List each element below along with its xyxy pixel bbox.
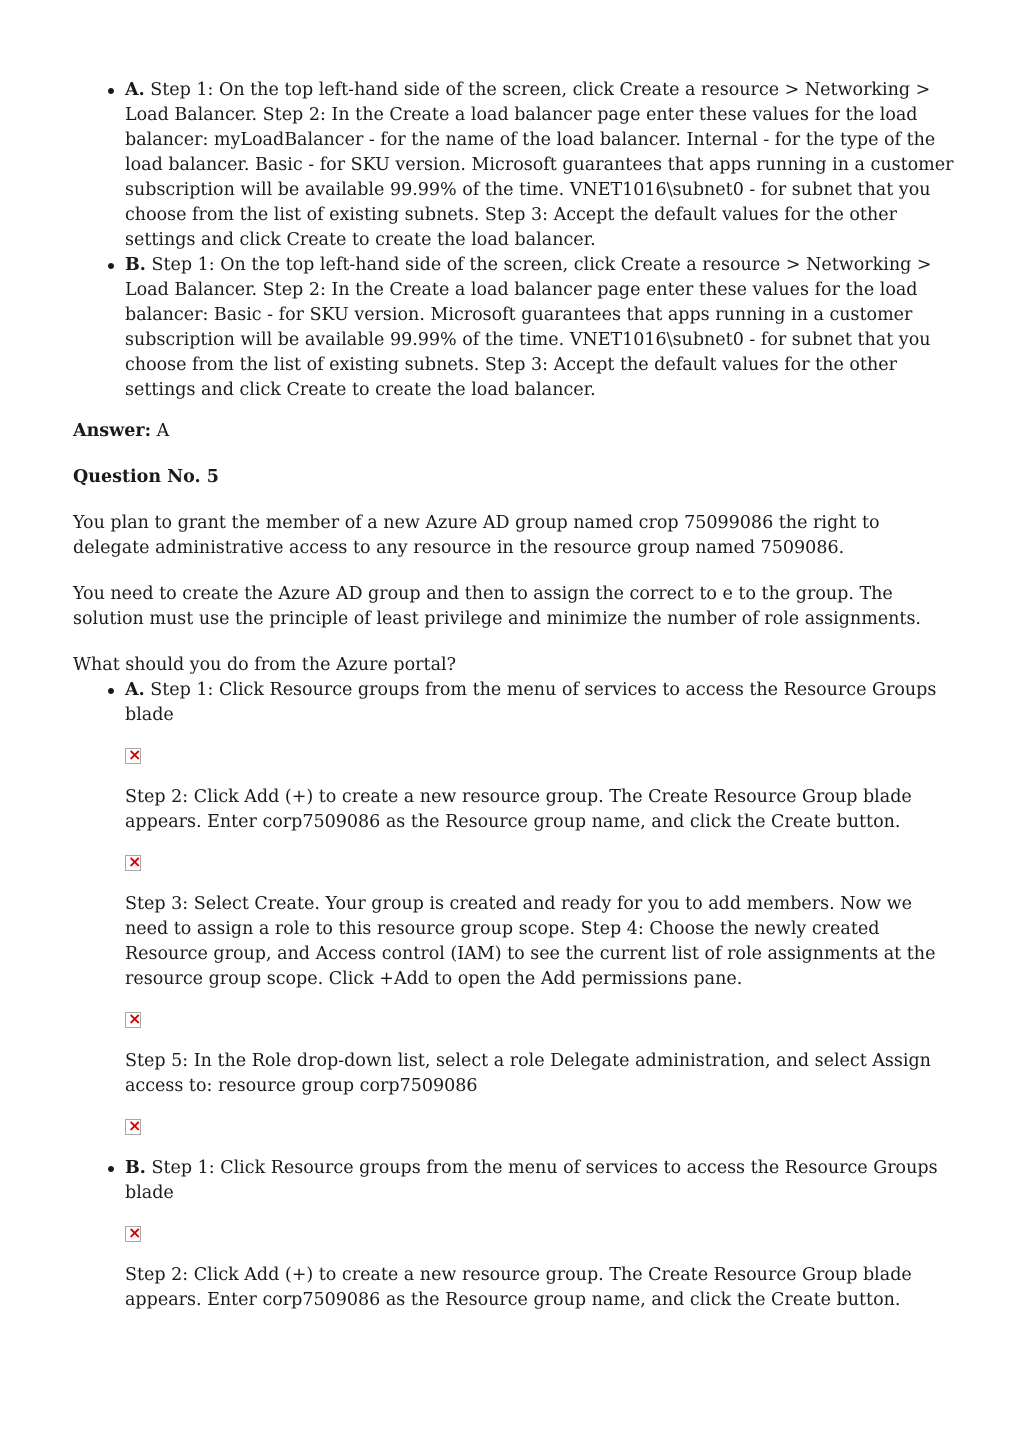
option-step-1: Step 1: Click Resource groups from the menu of services to access the Resource Groups blade bbox=[125, 1158, 938, 1203]
option-letter: A. bbox=[125, 80, 145, 100]
option-letter: B. bbox=[125, 1158, 146, 1178]
question-paragraph: You need to create the Azure AD group and then to assign the correct to e to the group. The solution must use the principle of least privilege and minimize the number of role assignments. bbox=[73, 584, 921, 629]
question-prompt: What should you do from the Azure portal? bbox=[73, 655, 456, 675]
prev-question-options bbox=[73, 78, 954, 403]
option-step-1: Step 1: Click Resource groups from the menu of services to access the Resource Groups blade bbox=[125, 680, 937, 725]
option-step-2: Step 2: Click Add (+) to create a new resource group. The Create Resource Group blade appears. Enter corp7509086 as the Resource group name, and click the Create button. bbox=[125, 1265, 912, 1310]
broken-image-icon bbox=[125, 1119, 141, 1135]
answer-line bbox=[73, 419, 954, 444]
option-a bbox=[125, 678, 954, 1135]
broken-image-icon bbox=[125, 855, 141, 871]
option-text: Step 1: On the top left-hand side of the screen, click Create a resource > Networking > Load Balancer. Step 2: In the Create a load balancer page enter these values for the load balancer: myLoadBalancer - for the name of the load balancer. Internal - for the type of the load balancer. Basic - for SKU version. Microsoft guarantees that apps running in a customer subscription will be available 99.99% of the time. VNET1016\subnet0 - for subnet that you choose from the list of existing subnets. Step 3: Accept the default values for the other settings and click Create to create the load balancer. bbox=[125, 80, 954, 250]
answer-label: Answer: bbox=[73, 421, 152, 441]
answer-value: A bbox=[151, 421, 170, 441]
option-step-3: Step 3: Select Create. Your group is created and ready for you to add members. Now we need to assign a role to this resource group scope. Step 4: Choose the newly created Resource group, and Access control (IAM) to see the current list of role assignments at the resource group scope. Click +Add to open the Add permissions pane. bbox=[125, 894, 936, 989]
option-letter: B. bbox=[125, 255, 146, 275]
broken-image-icon bbox=[125, 1012, 141, 1028]
option-step-5: Step 5: In the Role drop-down list, select a role Delegate administration, and select Assign access to: resource group corp7509086 bbox=[125, 1051, 931, 1096]
question-title: Question No. 5 bbox=[73, 467, 219, 487]
option-b bbox=[125, 1156, 954, 1313]
option-letter: A. bbox=[125, 680, 145, 700]
option-a bbox=[125, 78, 954, 253]
question-options bbox=[73, 678, 954, 1313]
question-paragraph: You plan to grant the member of a new Azure AD group named crop 75099086 the right to delegate administrative access to any resource in the resource group named 7509086. bbox=[73, 513, 880, 558]
option-text: Step 1: On the top left-hand side of the screen, click Create a resource > Networking > Load Balancer. Step 2: In the Create a load balancer page enter these values for the load balancer: Basic - for SKU version. Microsoft guarantees that apps running in a customer subscription will be available 99.99% of the time. VNET1016\subnet0 - for subnet that you choose from the list of existing subnets. Step 3: Accept the default values for the other settings and click Create to create the load balancer. bbox=[125, 255, 932, 400]
broken-image-icon bbox=[125, 748, 141, 764]
option-b bbox=[125, 253, 954, 403]
broken-image-icon bbox=[125, 1226, 141, 1242]
option-step-2: Step 2: Click Add (+) to create a new resource group. The Create Resource Group blade appears. Enter corp7509086 as the Resource group name, and click the Create button. bbox=[125, 787, 912, 832]
